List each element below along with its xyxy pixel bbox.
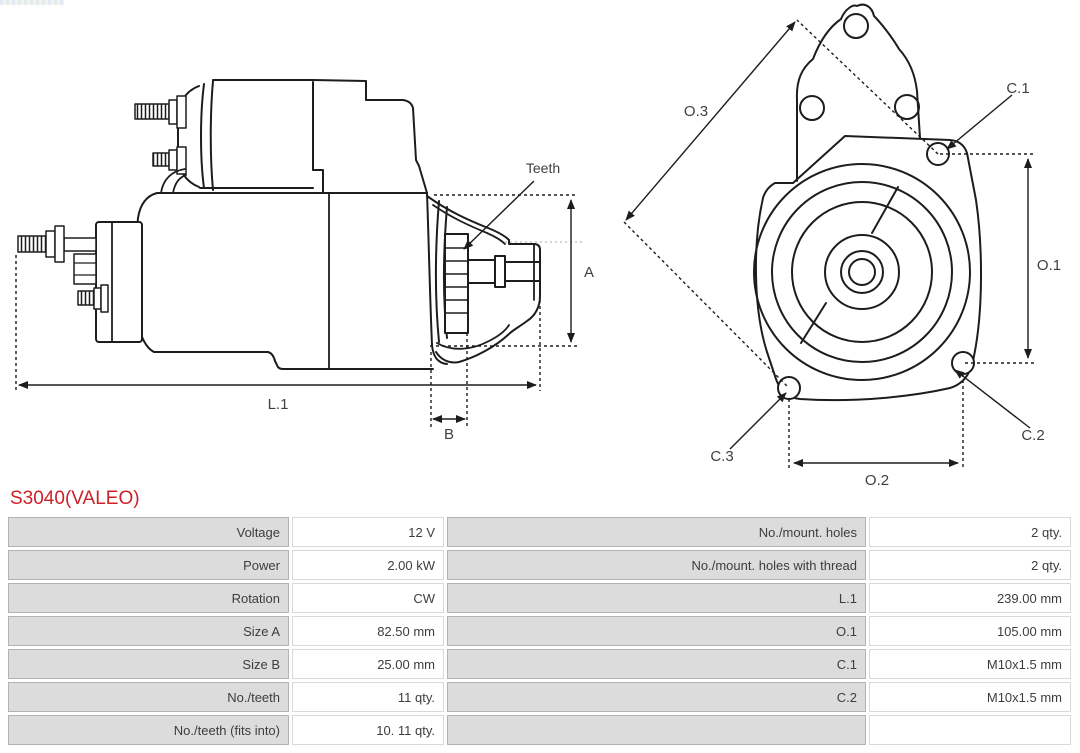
spec-label: No./mount. holes with thread	[447, 550, 866, 580]
spec-label: C.1	[447, 649, 866, 679]
spec-value: 82.50 mm	[292, 616, 444, 646]
spec-label: Rotation	[8, 583, 289, 613]
flange-view-drawing	[754, 5, 981, 401]
dim-c1-label: C.1	[1006, 80, 1030, 97]
spec-value: 11 qty.	[292, 682, 444, 712]
table-row	[8, 583, 1071, 613]
table-row	[8, 550, 1071, 580]
spec-table	[8, 517, 1071, 745]
spec-label: Power	[8, 550, 289, 580]
spec-value: 12 V	[292, 517, 444, 547]
dim-c3-label: C.3	[710, 448, 734, 465]
spec-label: No./teeth	[8, 682, 289, 712]
table-row	[8, 517, 1071, 547]
spec-label: C.2	[447, 682, 866, 712]
spec-value: 239.00 mm	[869, 583, 1071, 613]
spec-value: 2 qty.	[869, 517, 1071, 547]
spec-value	[869, 715, 1071, 745]
render-artifact	[0, 0, 64, 5]
spec-value: 25.00 mm	[292, 649, 444, 679]
spec-label: No./mount. holes	[447, 517, 866, 547]
table-row	[8, 715, 1071, 745]
teeth-label: Teeth	[525, 160, 561, 176]
spec-label: Voltage	[8, 517, 289, 547]
table-row	[8, 649, 1071, 679]
spec-label: No./teeth (fits into)	[8, 715, 289, 745]
spec-label: Size B	[8, 649, 289, 679]
spec-value: 2 qty.	[869, 550, 1071, 580]
spec-value: 10. 11 qty.	[292, 715, 444, 745]
dim-o1-label: O.1	[1036, 257, 1062, 274]
dim-l1-label: L.1	[267, 396, 289, 413]
dim-a-label: A	[584, 264, 595, 281]
side-view-drawing	[18, 80, 540, 369]
dim-o2-label: O.2	[864, 472, 890, 488]
table-row	[8, 616, 1071, 646]
dim-o3-label: O.3	[683, 103, 709, 120]
spec-label: L.1	[447, 583, 866, 613]
spec-label	[447, 715, 866, 745]
spec-value: 2.00 kW	[292, 550, 444, 580]
spec-label: O.1	[447, 616, 866, 646]
dim-c2-label: C.2	[1021, 427, 1045, 444]
table-row	[8, 682, 1071, 712]
part-number: S3040(VALEO)	[10, 488, 140, 509]
dim-b-label: B	[443, 426, 455, 443]
spec-value: 105.00 mm	[869, 616, 1071, 646]
spec-value: CW	[292, 583, 444, 613]
spec-label: Size A	[8, 616, 289, 646]
spec-value: M10x1.5 mm	[869, 649, 1071, 679]
flange-view-dimensions	[624, 20, 1036, 469]
spec-value: M10x1.5 mm	[869, 682, 1071, 712]
